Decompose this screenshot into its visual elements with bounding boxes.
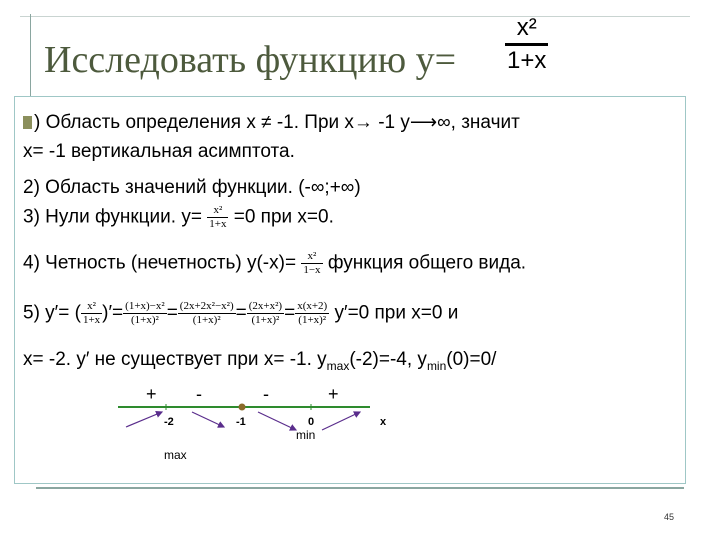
item-5-text-d: = bbox=[235, 302, 247, 324]
item-2-text: 2) Область значений функции. (-∞;+∞) bbox=[23, 177, 361, 198]
sign-plus-1: + bbox=[146, 384, 157, 404]
bullet-icon bbox=[23, 116, 32, 129]
ymax-subscript: max bbox=[326, 358, 350, 373]
zeros-fraction bbox=[207, 205, 228, 230]
item-5-text-a: 5) y′= ( bbox=[23, 302, 81, 324]
item-5-cont bbox=[23, 349, 496, 373]
item-4 bbox=[23, 251, 526, 276]
item-1-text: ) Область определения x ≠ -1. При x→ -1 y⟶∞, значит bbox=[34, 112, 520, 133]
fraction-denominator: (1+x)² bbox=[192, 314, 221, 326]
item-1-cont-text: x= -1 вертикальная асимптота. bbox=[23, 141, 295, 162]
item-3-text-a: 3) Нули функции. y= bbox=[23, 206, 202, 228]
title-fraction bbox=[505, 16, 548, 73]
derivative-fraction-3 bbox=[178, 301, 236, 326]
fraction-bar bbox=[505, 43, 548, 46]
fraction-denominator: 1+x bbox=[82, 314, 101, 326]
fraction-numerator: (2x+2x²−x²) bbox=[179, 300, 234, 312]
item-5-cont-text-b: (-2)=-4, y bbox=[349, 349, 427, 370]
item-1-cont bbox=[23, 141, 295, 163]
fraction-numerator: (2x+x²) bbox=[248, 300, 283, 312]
label-minus-1: -1 bbox=[236, 416, 246, 428]
parity-fraction bbox=[301, 251, 322, 276]
item-5-text-e: = bbox=[284, 302, 296, 324]
sign-minus-1: - bbox=[196, 384, 202, 404]
fraction-numerator: x(x+2) bbox=[297, 300, 328, 312]
fraction-denominator: (1+x)² bbox=[298, 314, 327, 326]
item-4-text-a: 4) Четность (нечетность) y(-x)= bbox=[23, 252, 297, 274]
sign-plus-2: + bbox=[328, 384, 339, 404]
item-4-text-b: функция общего вида. bbox=[327, 252, 527, 274]
derivative-fraction-5 bbox=[295, 301, 329, 326]
item-5-text-f: y′=0 при x=0 и bbox=[334, 302, 459, 324]
item-5-text-c: = bbox=[166, 302, 178, 324]
label-x: x bbox=[380, 416, 387, 428]
increasing-arrow-2 bbox=[322, 412, 360, 430]
max-label: max bbox=[164, 448, 187, 462]
fraction-numerator: x² bbox=[213, 204, 223, 216]
left-decor-line bbox=[30, 14, 31, 104]
fraction-denominator: (1+x)² bbox=[251, 314, 280, 326]
title-denominator: 1+x bbox=[507, 47, 547, 74]
item-5-cont-text-c: (0)=0/ bbox=[446, 349, 497, 370]
sign-chart bbox=[108, 380, 408, 470]
title-numerator: x² bbox=[516, 14, 537, 41]
item-3-text-b: =0 при x=0. bbox=[233, 206, 334, 228]
item-3 bbox=[23, 205, 334, 230]
derivative-fraction-2 bbox=[123, 301, 167, 326]
derivative-fraction-1 bbox=[81, 301, 102, 326]
fraction-denominator: (1+x)² bbox=[131, 314, 159, 326]
label-zero: 0 bbox=[308, 416, 315, 428]
ymin-subscript: min bbox=[426, 358, 447, 373]
bottom-decor-line bbox=[36, 487, 684, 489]
sign-minus-2: - bbox=[263, 384, 269, 404]
fraction-denominator: 1−x bbox=[303, 264, 321, 276]
increasing-arrow bbox=[126, 412, 162, 427]
item-2 bbox=[23, 177, 361, 199]
decreasing-arrow-2 bbox=[258, 412, 296, 430]
item-5-cont-text-a: x= -2. y′ не существует при x= -1. y bbox=[23, 349, 327, 370]
slide-title bbox=[44, 38, 456, 82]
fraction-denominator: 1+x bbox=[209, 218, 227, 230]
title-text: Исследовать функцию y= bbox=[44, 39, 457, 81]
top-decor-line bbox=[20, 16, 690, 17]
decreasing-arrow bbox=[192, 412, 224, 427]
page-number: 45 bbox=[664, 512, 675, 522]
item-5-text-b: )′= bbox=[102, 302, 124, 324]
fraction-numerator: x² bbox=[87, 300, 96, 312]
item-1 bbox=[23, 111, 520, 134]
min-label: min bbox=[296, 428, 316, 442]
derivative-fraction-4 bbox=[247, 301, 284, 326]
fraction-numerator: (1+x)−x² bbox=[125, 300, 165, 312]
item-5 bbox=[23, 301, 458, 326]
label-minus-2: -2 bbox=[164, 416, 174, 428]
fraction-numerator: x² bbox=[307, 250, 317, 262]
excluded-point bbox=[239, 404, 246, 411]
